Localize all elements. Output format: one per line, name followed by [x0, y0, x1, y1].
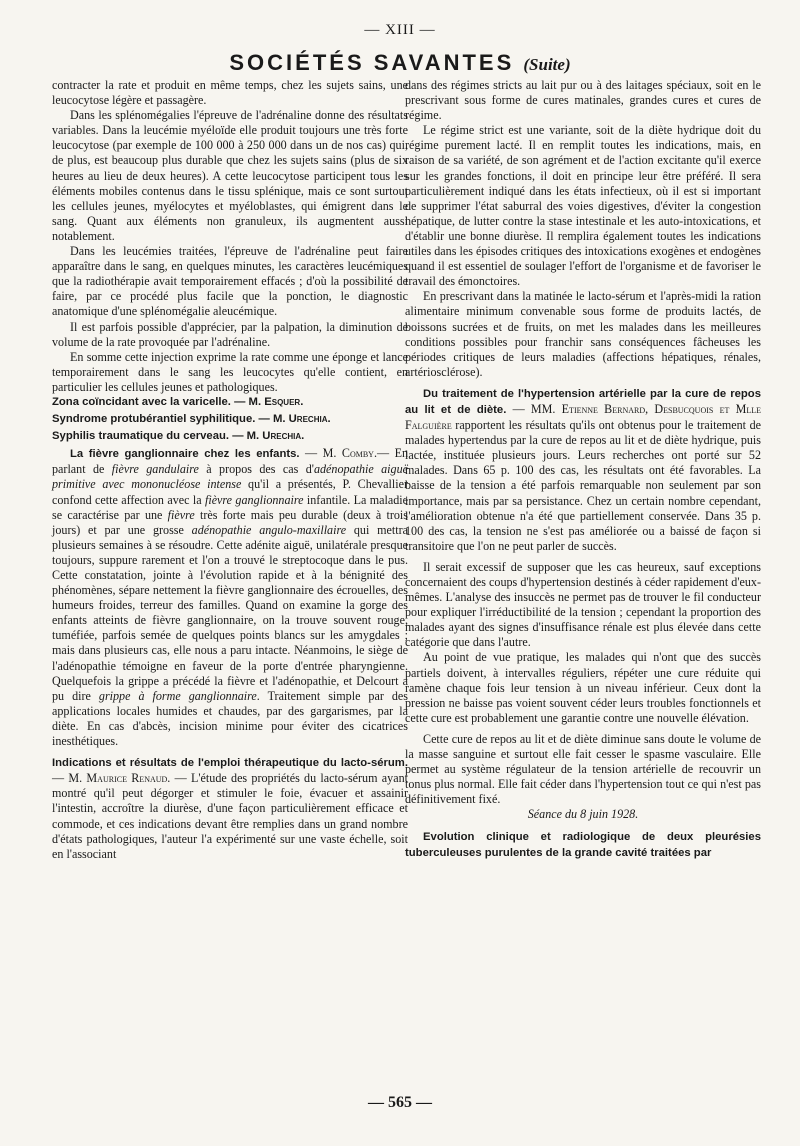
paragraph: Au point de vue pratique, les malades qui n'ont que des succès partiels doivent, à intervalles réguliers, répéter une cure réduite qui ramène chaque fois leur tension à un niveau inférieur. Ceux dont la pression ne baisse pas voient souvent céder leurs troubles fonctionnels et cette cure est probablement une garantie contre une nouvelle élévation.: [405, 650, 761, 725]
section-title-text: SOCIÉTÉS SAVANTES: [229, 50, 515, 75]
paragraph: Dans les leucémies traitées, l'épreuve de l'adrénaline peut faire apparaître dans le sang, en quelques minutes, les caractères leucémiques que la radiothérapie avait temporairement effacés ; d'où la possibilité de faire, par ce procédé plus facile que la ponction, le diagnostic anatomique d'une splénomégalie aleucémique.: [52, 244, 408, 319]
seance-date: Séance du 8 juin 1928.: [527, 807, 639, 822]
text-run: très forte mais peu durable (deux à trois jours) et par une grosse: [52, 507, 408, 537]
left-column: [52, 78, 408, 862]
article-zona: [52, 395, 408, 410]
paragraph: Dans les splénomégalies l'épreuve de l'adrénaline donne des résultats variables. Dans la leucémie myéloïde elle produit toujours une très forte leucocytose (par exemple de 100 000 à 250 000 dans un de nos cas) qui, de plus, est beaucoup plus durable que chez les sujets sains (plus de six heures au lieu de deux heures). A cette leucocytose participent tous les éléments mobiles contenus dans le tissu splénique, mais ce sont surtout les cellules jeunes, myélocytes et myéloblastes, qui émigrent dans le sang. Quant aux éléments non granuleux, ils augmentent aussi notablement.: [52, 108, 408, 243]
article-title: Zona coïncidant avec la varicelle.: [52, 395, 231, 408]
text-run: — En parlant de: [52, 446, 409, 477]
paragraph: Le régime strict est une variante, soit de la diète hydrique doit du régime purement lacté. Il en remplit toutes les indications, mais, en raison de sa variété, de son agrément et de l'action excitante qu'il exerce sur les grandes fonctions, il doit en principe leur être préféré. Il sera particulièrement indiqué dans les états infectieux, où il est si important de supprimer l'état saburral des voies digestives, d'éviter la congestion hépatique, de lutter contre la stase intestinale et les auto-intoxications, et d'établir une bonne diurèse. Il remplira également toutes les indications utiles dans les épisodes critiques des intoxications exogènes et endogènes quand il est essentiel de soulager l'effort de l'organisme et de favoriser le travail des émonctoires.: [405, 123, 761, 289]
italic-term: fièvre: [167, 507, 195, 522]
italic-term: fièvre ganglionnaire: [204, 492, 304, 507]
article-author: — M. Urechia.: [232, 430, 305, 443]
paragraph: dans des régimes stricts au lait pur ou à des laitages spéciaux, soit en le prescrivant sous forme de cures matinales, grandes cures et cures de régime.: [405, 78, 761, 123]
article-title: Syphilis traumatique du cerveau.: [52, 430, 230, 443]
article-title: La fièvre ganglionnaire chez les enfants.: [70, 448, 300, 461]
italic-term: adénopathie aiguë primitive avec mononucléose intense: [52, 462, 408, 492]
article-title: Evolution clinique et radiologique de deux pleurésies tuberculeuses purulentes de la grande cavité traitées par: [405, 830, 761, 859]
italic-term: grippe à forme ganglionnaire: [98, 688, 257, 703]
article-title: Indications et résultats de l'emploi thérapeutique du lacto-sérum.: [52, 757, 408, 770]
article-fievre: [52, 446, 408, 749]
article-lacto-serum: [52, 755, 408, 862]
right-column: [405, 78, 761, 861]
section-title: [0, 50, 800, 76]
article-author: — M. Maurice Renaud.: [52, 771, 171, 786]
text-run: . Traitement simple par des applications locales humides et chaudes, par des gargarismes, par la diète. En cas d'abcès, incision minime pour éviter des cicatrices inesthétiques.: [52, 688, 408, 749]
text-run: rapportent les résultats qu'ils ont obtenus pour le traitement de malades hypertendus par la cure de repos au lit et de diète hydrique, puis lactée, instituée plusieurs jours. Leurs recherches ont porté sur 52 malades. Dans 65 p. 100 des cas, les résultats ont été favorables. La baisse de la tension a été parfois remarquable non seulement par son importance, mais par sa persistance. Chez un certain nombre cependant, l'amélioration obtenue n'a été que partiellement conservée. Dans 35 p. 100 des cas, la tension ne s'est pas améliorée ou a baissé de façon si transitoire que l'on ne peut parler de succès.: [405, 418, 761, 553]
article-pleuresies: [405, 829, 761, 861]
text-run: infantile. La maladie se caractérise par une: [52, 492, 408, 522]
paragraph: contracter la rate et produit en même temps, chez les sujets sains, une leucocytose légère et passagère.: [52, 78, 408, 108]
paragraph: En somme cette injection exprime la rate comme une éponge et lance temporairement dans le sang les leucocytes qu'elle contient, en particulier les cellules jeunes et pathologiques.: [52, 349, 408, 394]
paragraph: Il serait excessif de supposer que les cas heureux, sauf exceptions concernaient des coups d'hypertension destinés à céder rapidement d'eux-mêmes. L'analyse des insuccès ne permet pas de trouver le fil conducteur pour expliquer l'irréductibilité de la tension ; cependant la proportion des malades ayant des signes d'insuffisance rénale est plus élevée dans cette catégorie que dans l'autre.: [405, 559, 761, 650]
section-subtitle: (Suite): [523, 55, 571, 74]
page-number: — 565 —: [368, 1094, 432, 1111]
paragraph: Cette cure de repos au lit et de diète diminue sans doute le volume de la masse sanguine et surtout elle fait cesser le spasme vasculaire. Elle permet au système régulateur de la tension artérielle de recouvrir un tonus plus normal. Elle fait céder dans l'hypertension tout ce qui n'est pas définitivement fixé.: [405, 731, 761, 807]
article-author: — M. Urechia.: [258, 413, 331, 426]
article-author: — M. Comby.: [305, 446, 377, 461]
text-run: qui mettra plusieurs semaines à se résoudre. Cette adénite aiguë, unilatérale presque toujours, suppure rarement et l'on a trouvé le streptocoque dans le pus. Cette constatation, jointe à l'évolution rapide et à la bénignité des phénomènes, sépare nettement la fièvre ganglionnaire des écrouelles, des humeurs froides, terreur des familles. Quand on examine la gorge des enfants atteints de fièvre ganglionnaire, on la trouve souvent rouge, tuméfiée, parfois semée de quelques points blancs sur les amygdales ; mais dans plusieurs cas, elle nous a paru intacte. Néanmoins, le siège de l'adénopathie témoigne en faveur de la porte d'entrée pharyngienne. Quelquefois la grippe a précédé la fièvre et l'adénopathie, et Delcourt a pu dire: [52, 522, 408, 703]
article-syndrome: [52, 412, 408, 427]
italic-term: adénopathie angulo-maxillaire: [191, 522, 347, 537]
text-run: à propos des cas d': [198, 462, 314, 477]
italic-term: fièvre gandulaire: [111, 462, 199, 477]
paragraph: Il est parfois possible d'apprécier, par la palpation, la diminution de volume de la rate provoquée par l'adrénaline.: [52, 319, 408, 349]
roman-page-number: — XIII —: [364, 22, 436, 38]
article-title: Syndrome protubérantiel syphilitique.: [52, 413, 256, 426]
article-author: — M. Esquer.: [234, 395, 304, 408]
article-syphilis: [52, 429, 408, 444]
text-run: qu'il a présentés, P. Chevallier confond cette affection avec la: [52, 477, 409, 507]
text-run: — L'étude des propriétés du lacto-sérum ayant montré qu'il peut dégorger et stimuler le foie, évacuer et assainir l'intestin, accroître la diurèse, d'une façon particulièrement efficace et commode, et ces indications devant être remplies dans un grand nombre d'états pathologiques, l'auteur l'a expérimenté sur une vaste échelle, soit en l'associant: [52, 771, 408, 861]
paragraph: En prescrivant dans la matinée le lacto-sérum et l'après-midi la ration alimentaire minimum convenable sous forme de produits lactés, de boissons sucrées et de fruits, on met les malades dans les meilleures conditions possibles pour franchir sans conséquences fâcheuses les périodes critiques de leurs maladies (affections hépatiques, rénales, artériosclérose).: [405, 289, 761, 379]
article-title: Du traitement de l'hypertension artérielle par la cure de repos au lit et de diète.: [405, 387, 761, 416]
article-author: — MM. Etienne Bernard, Desbucquois et Mlle Falguière: [405, 401, 761, 433]
article-hypertension: [405, 386, 761, 554]
